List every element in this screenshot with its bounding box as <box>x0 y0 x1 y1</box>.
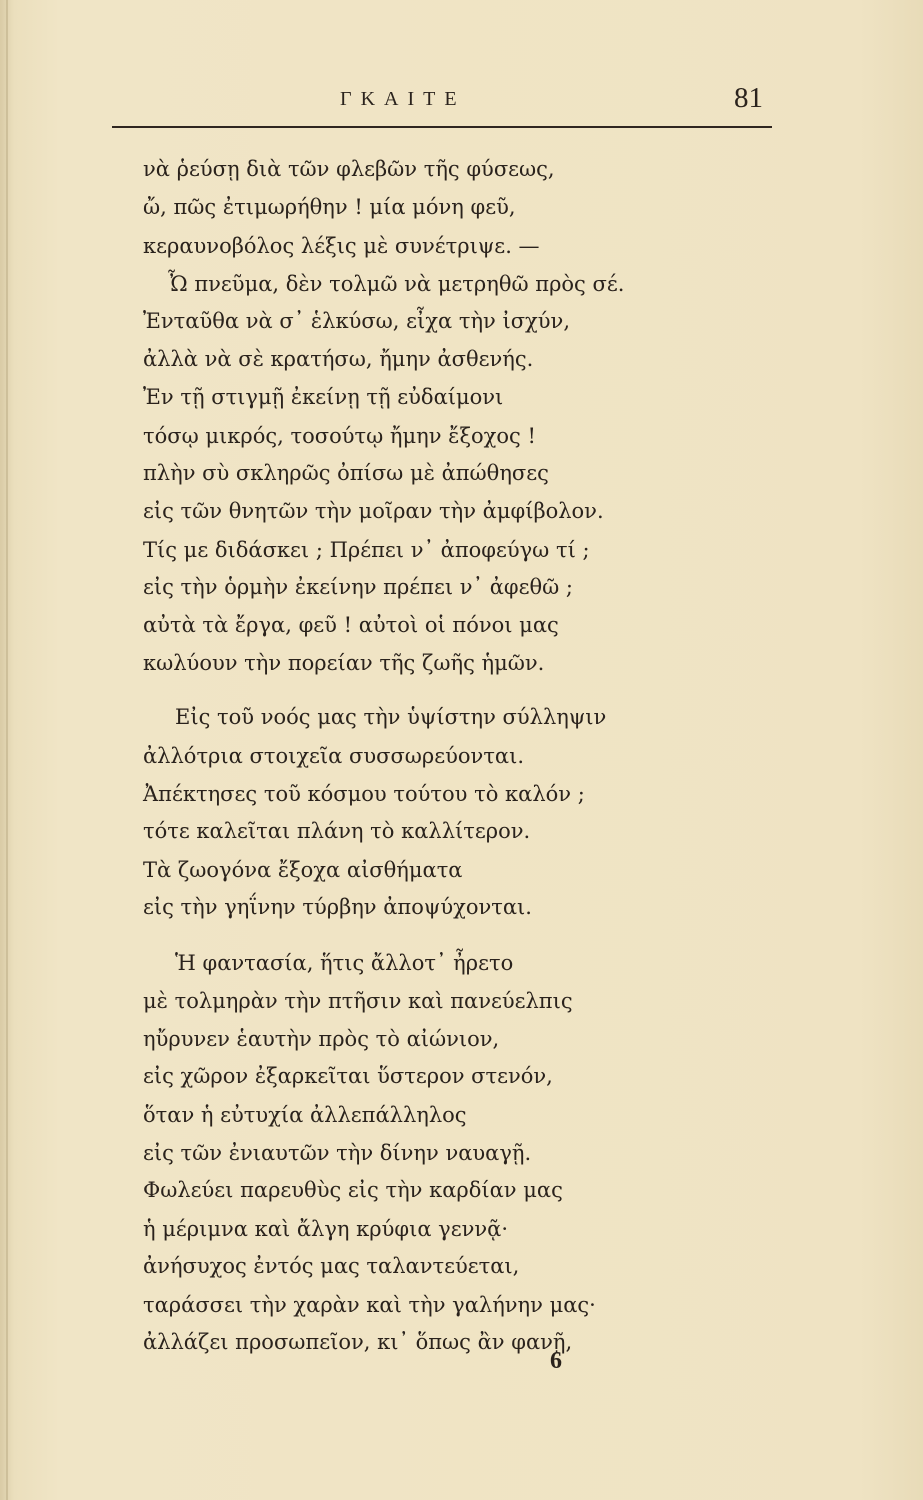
poem-line: Τὰ ζωογόνα ἔξοχα αἰσθήματα <box>143 857 463 882</box>
binding-edge <box>6 0 8 1500</box>
poem-line: ὤ, πῶς ἐτιμωρήθην ! μία μόνη φεῦ, <box>143 195 516 220</box>
poem-line: αὐτὰ τὰ ἔργα, φεῦ ! αὐτοὶ οἱ πόνοι μας <box>143 613 559 638</box>
poem-line: Ἀπέκτησες τοῦ κόσμου τούτου τὸ καλόν ; <box>143 781 585 806</box>
poem-line: εἰς τῶν ἐνιαυτῶν τὴν δίνην ναυαγῇ. <box>143 1141 532 1166</box>
signature-mark: 6 <box>550 1348 562 1374</box>
poem-line: ταράσσει τὴν χαρὰν καὶ τὴν γαλήνην μας· <box>143 1292 596 1317</box>
poem-line: ἀλλάζει προσωπεῖον, κι᾽ ὅπως ἂν φανῇ, <box>143 1330 573 1354</box>
poem-line: τότε καλεῖται πλάνη τὸ καλλίτερον. <box>143 819 531 844</box>
poem-line: ἀλλότρια στοιχεῖα συσσωρεύονται. <box>143 743 525 768</box>
poem-line: ἀλλὰ νὰ σὲ κρατήσω, ἤμην ἀσθενής. <box>143 346 534 371</box>
running-title: ΓΚΑΙΤΕ <box>340 88 466 110</box>
poem-line: Τίς με διδάσκει ; Πρέπει ν᾽ ἀποφεύγω τί ; <box>143 537 590 562</box>
poem-line: ἀνήσυχος ἐντός μας ταλαντεύεται, <box>143 1254 520 1279</box>
poem-line: εἰς χῶρον ἐξαρκεῖται ὕστερον στενόν, <box>143 1064 553 1089</box>
poem-line: Φωλεύει παρευθὺς εἰς τὴν καρδίαν μας <box>143 1178 563 1203</box>
poem-line: Ὦ πνεῦμα, δὲν τολμῶ νὰ μετρηθῶ πρὸς σέ. <box>168 271 625 296</box>
poem-line: εἰς τὴν ὁρμὴν ἐκείνην πρέπει ν᾽ ἀφεθῶ ; <box>143 575 573 600</box>
poem-line: Εἰς τοῦ νοός μας τὴν ὑψίστην σύλληψιν <box>175 705 607 730</box>
poem-line: τόσῳ μικρός, τοσούτῳ ἤμην ἔξοχος ! <box>143 423 536 448</box>
poem-line: Ἡ φαντασία, ἥτις ἄλλοτ᾽ ἦρετο <box>175 951 514 976</box>
poem-line: Ἐν τῇ στιγμῇ ἐκείνῃ τῇ εὐδαίμονι <box>143 385 504 410</box>
poem-line: ὅταν ἡ εὐτυχία ἀλλεπάλληλος <box>143 1102 467 1127</box>
poem-line: κωλύουν τὴν πορείαν τῆς ζωῆς ἡμῶν. <box>143 650 545 675</box>
poem-line: μὲ τολμηρὰν τὴν πτῆσιν καὶ πανεύελπις <box>143 988 573 1013</box>
page-header <box>135 82 767 122</box>
poem-line: εἰς τὴν γηΐνην τύρβην ἀποψύχονται. <box>143 895 532 920</box>
poem-line: ηὔρυνεν ἑαυτὴν πρὸς τὸ αἰώνιον, <box>143 1026 500 1051</box>
poem-line: κεραυνοβόλος λέξις μὲ συνέτριψε. — <box>143 233 540 258</box>
page-number: 81 <box>734 82 763 114</box>
header-rule <box>112 126 772 128</box>
poem-line: νὰ ῥεύσῃ διὰ τῶν φλεβῶν τῆς φύσεως, <box>143 157 555 181</box>
poem-line: ἡ μέριμνα καὶ ἄλγη κρύφια γεννᾷ· <box>143 1216 508 1241</box>
poem-line: πλὴν σὺ σκληρῶς ὀπίσω μὲ ἀπώθησες <box>143 460 549 485</box>
poem-line: Ἐνταῦθα νὰ σ᾽ ἑλκύσω, εἶχα τὴν ἰσχύν, <box>143 309 570 334</box>
poem-line: εἰς τῶν θνητῶν τὴν μοῖραν τὴν ἀμφίβολον. <box>143 499 604 524</box>
